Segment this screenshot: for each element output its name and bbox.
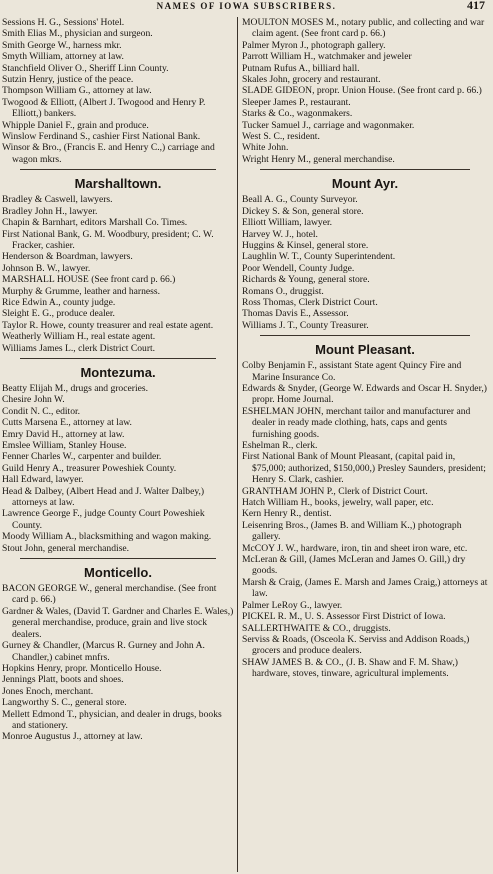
town-heading: Montezuma. (80, 364, 156, 380)
listing-entry: Putnam Rufus A., billiard hall. (242, 62, 360, 74)
listing-entry: West S. C., resident. (242, 131, 320, 143)
listing-entry: Kern Henry R., dentist. (242, 508, 332, 520)
listing-entry: ESHELMAN JOHN, merchant tailor and manufacturer and dealer in ready made clothing, hats, caps and gents furnishing goods. (242, 405, 471, 440)
listing-entry: Bradley & Caswell, lawyers. (2, 194, 113, 206)
listing-entry: McLeran & Gill, (James McLeran and James O. Gill,) dry goods. (242, 554, 466, 577)
listing-entry: Winslow Ferdinand S., cashier First National Bank. (2, 131, 201, 143)
town-heading: Mount Ayr. (331, 176, 399, 192)
listing-entry: First National Bank, G. M. Woodbury, president; C. W. Fracker, cashier. (2, 228, 214, 251)
listing-entry: Sleight E. G., produce dealer. (2, 308, 115, 320)
listing-entry: First National Bank of Mount Pleasant, (capital paid in, $75,000; authorized, $150,000,) Presley Saunders, president; Henry S. Clark, cashier. (242, 451, 486, 486)
listing-entry: Palmer Myron J., photograph gallery. (242, 39, 386, 51)
listing-entry: Henderson & Boardman, lawyers. (2, 251, 133, 263)
right-column (242, 17, 488, 680)
page-header (0, 0, 493, 16)
listing-entry: Sutzin Henry, justice of the peace. (2, 74, 134, 86)
listing-entry: Colby Benjamin F., assistant State agent Quincy Fire and Marine Insurance Co. (242, 360, 462, 383)
section-divider (260, 335, 470, 336)
section-divider (20, 169, 216, 170)
listing-entry: Hatch William H., books, jewelry, wall paper, etc. (242, 497, 434, 509)
listing-entry: PICKEL R. M., U. S. Assessor First District of Iowa. (242, 611, 446, 623)
listing-entry: Twogood & Elliott, (Albert J. Twogood and Henry P. Elliott,) bankers. (2, 96, 206, 120)
listing-entry: Jones Enoch, merchant. (2, 685, 94, 697)
listing-entry: Taylor R. Howe, county treasurer and real estate agent. (2, 319, 214, 331)
listing-entry: Beall A. G., County Surveyor. (242, 194, 358, 206)
listing-entry: Mellett Edmond T., physician, and dealer in drugs, books and stationery. (2, 708, 222, 731)
listing-entry: Romans O., druggist. (242, 285, 324, 297)
page-number: 417 (467, 0, 485, 12)
listing-entry: Winsor & Bro., (Francis E. and Henry C.,) carriage and wagon mkrs. (2, 142, 215, 165)
listing-entry: Emslee William, Stanley House. (2, 440, 127, 451)
listing-entry: Edwards & Snyder, (George W. Edwards and Oscar H. Snyder,) propr. Home Journal. (242, 382, 487, 406)
listing-entry: Guild Henry A., treasurer Poweshiek County. (2, 462, 177, 474)
listing-entry: Murphy & Grumme, leather and harness. (2, 285, 160, 297)
section-divider (260, 169, 470, 170)
listing-entry: Head & Dalbey, (Albert Head and J. Walter Dalbey,) attorneys at law. (2, 485, 205, 509)
listing-entry: Sessions H. G., Sessions' Hotel. (2, 17, 125, 28)
listing-entry: Langworthy S. C., general store. (2, 697, 127, 709)
listing-entry: Williams James L., clerk District Court. (2, 342, 156, 354)
listing-entry: Stout John, general merchandise. (2, 542, 130, 554)
listing-entry: Jennings Platt, boots and shoes. (2, 674, 124, 686)
listing-entry: Moody William A., blacksmithing and wagon making. (2, 531, 212, 543)
listing-entry: Elliott William, lawyer. (242, 217, 333, 229)
listing-entry: Thomas Davis E., Assessor. (242, 308, 349, 320)
listing-entry: Gurney & Chandler, (Marcus R. Gurney and John A. Chandler,) cabinet mnfrs. (2, 640, 205, 663)
listing-entry: MOULTON MOSES M., notary public, and collecting and war claim agent. (See front card p. 66.) (242, 17, 485, 40)
listing-entry: Harvey W. J., hotel. (242, 228, 318, 240)
listing-entry: Emry David H., attorney at law. (2, 428, 125, 440)
listing-entry: Johnson B. W., lawyer. (2, 262, 91, 274)
listing-entry: SALLERTHWAITE & CO., druggists. (242, 622, 391, 634)
listing-entry: Hall Edward, lawyer. (2, 474, 84, 486)
listing-entry: SLADE GIDEON, propr. Union House. (See front card p. 66.) (242, 85, 482, 97)
listing-entry: Williams J. T., County Treasurer. (242, 319, 369, 331)
listing-entry: Parrott William H., watchmaker and jeweler (242, 51, 412, 63)
town-heading: Monticello. (84, 565, 152, 581)
listing-entry: Condit N. C., editor. (2, 405, 81, 417)
listing-entry: White John. (242, 142, 289, 154)
listing-entry: Palmer LeRoy G., lawyer. (242, 599, 343, 611)
listing-entry: Weatherly William H., real estate agent. (2, 331, 156, 343)
listing-entry: Ross Thomas, Clerk District Court. (242, 296, 378, 308)
listing-entry: Smith Elias M., physician and surgeon. (2, 28, 153, 40)
listing-entry: Monroe Augustus J., attorney at law. (2, 731, 143, 743)
listing-entry: Fenner Charles W., carpenter and builder. (2, 451, 162, 463)
listing-entry: McCOY J. W., hardware, iron, tin and sheet iron ware, etc. (242, 542, 468, 554)
running-head: NAMES OF IOWA SUBSCRIBERS. (156, 1, 337, 11)
listing-entry: Hopkins Henry, propr. Monticello House. (2, 662, 162, 674)
listing-entry: Eshelman R., clerk. (242, 440, 318, 451)
listing-entry: Bradley John H., lawyer. (2, 205, 98, 217)
listing-entry: Gardner & Wales, (David T. Gardner and Charles E. Wales,) general merchandise, produce, grain and live stock dealers. (2, 605, 234, 640)
listing-entry: Smyth William, attorney at law. (2, 51, 124, 63)
listing-entry: Dickey S. & Son, general store. (242, 205, 364, 217)
listing-entry: Beatty Elijah M., drugs and groceries. (2, 382, 149, 394)
listing-entry: SHAW JAMES B. & CO., (J. B. Shaw and F. M. Shaw,) hardware, stoves, tinware, agricultural implements. (242, 656, 458, 680)
listing-entry: Wright Henry M., general merchandise. (242, 153, 395, 165)
listing-entry: Thompson William G., attorney at law. (2, 85, 152, 97)
section-divider (20, 358, 216, 359)
listing-entry: GRANTHAM JOHN P., Clerk of District Court. (242, 485, 428, 497)
listing-entry: BACON GEORGE W., general merchandise. (See front card p. 66.) (2, 583, 217, 606)
listing-entry: Richards & Young, general store. (242, 274, 370, 286)
listing-entry: Lawrence George F., judge County Court Poweshiek County. (2, 508, 205, 531)
listing-entry: Marsh & Craig, (James E. Marsh and James Craig,) attorneys at law. (242, 576, 488, 600)
listing-entry: Chesire John W. (2, 394, 65, 406)
listing-entry: Skales John, grocery and restaurant. (242, 74, 381, 86)
listing-entry: Poor Wendell, County Judge. (242, 262, 355, 274)
listing-entry: Sleeper James P., restaurant. (242, 96, 351, 108)
listing-entry: Smith George W., harness mkr. (2, 39, 122, 51)
listing-entry: Rice Edwin A., county judge. (2, 296, 116, 308)
listing-entry: Chapin & Barnhart, editors Marshall Co. Times. (2, 217, 188, 229)
listing-entry: Stanchfield Oliver O., Sheriff Linn County. (2, 62, 169, 74)
listing-entry: Cutts Marsena E., attorney at law. (2, 417, 132, 429)
column-rule (237, 17, 238, 872)
listing-entry: Serviss & Roads, (Osceola K. Serviss and Addison Roads,) grocers and produce dealers. (242, 633, 470, 657)
town-heading: Marshalltown. (74, 176, 162, 192)
left-column (2, 17, 234, 743)
section-divider (20, 558, 216, 559)
listing-entry: Huggins & Kinsel, general store. (242, 239, 369, 251)
listing-entry: MARSHALL HOUSE (See front card p. 66.) (2, 274, 176, 286)
listing-entry: Starks & Co., wagonmakers. (242, 108, 353, 120)
town-heading: Mount Pleasant. (315, 342, 415, 358)
listing-entry: Tucker Samuel J., carriage and wagonmaker. (242, 119, 415, 131)
listing-entry: Laughlin W. T., County Superintendent. (242, 251, 396, 263)
listing-entry: Leisenring Bros., (James B. and William K.,) photograph gallery. (242, 519, 462, 543)
listing-entry: Whipple Daniel F., grain and produce. (2, 119, 149, 131)
